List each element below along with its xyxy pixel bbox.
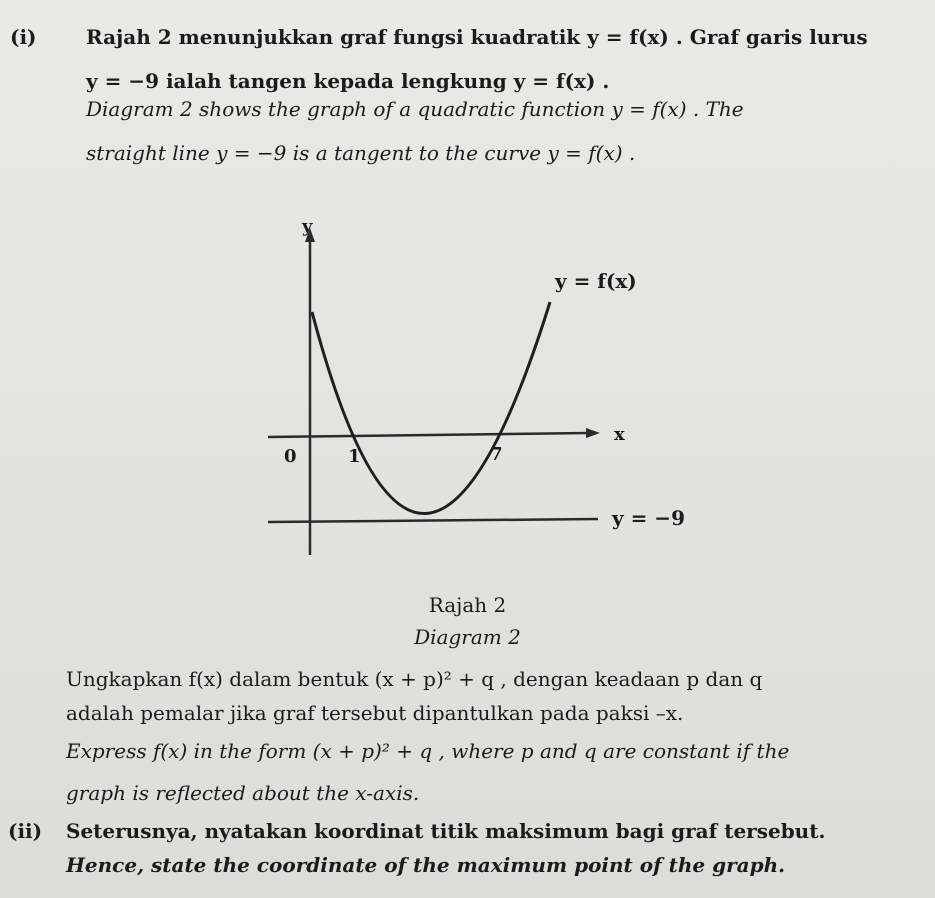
question-english-line-1: Diagram 2 shows the graph of a quadratic function y = f(x) . The [86,97,744,121]
diagram-caption-english: Diagram 2 [414,625,521,649]
tangent-line [268,519,598,522]
question-english-line-2: straight line y = −9 is a tangent to the curve y = f(x) . [86,141,636,165]
tick-1-label: 1 [348,446,361,467]
question-malay-line-1: Rajah 2 menunjukkan graf fungsi kuadratik y = f(x) . Graf garis lurus [86,25,868,49]
curve-label: y = f(x) [555,269,637,293]
graph-svg [250,210,710,570]
x-axis [268,433,588,437]
instruction-malay-line-2: adalah pemalar jika graf tersebut dipantulkan pada paksi –x. [66,701,684,725]
question-number-ii: (ii) [8,819,43,843]
parabola-curve [312,302,550,514]
question-malay-line-2: y = −9 ialah tangen kepada lengkung y = f(x) . [86,69,610,93]
diagram-caption-malay: Rajah 2 [428,593,507,617]
quadratic-graph-diagram [250,210,710,570]
y-axis-label: y [302,216,313,237]
question-number-i: (i) [10,25,37,49]
origin-label: 0 [284,446,297,467]
instruction-english-line-1: Express f(x) in the form (x + p)² + q , where p and q are constant if the [66,739,790,763]
tangent-label: y = −9 [612,506,685,530]
tick-7-label: 7 [490,444,503,465]
question-ii-english: Hence, state the coordinate of the maximum point of the graph. [66,853,786,877]
instruction-malay-line-1: Ungkapkan f(x) dalam bentuk (x + p)² + q , dengan keadaan p dan q [66,667,763,691]
x-axis-label: x [614,424,625,445]
question-ii-malay: Seterusnya, nyatakan koordinat titik maksimum bagi graf tersebut. [66,819,826,843]
instruction-english-line-2: graph is reflected about the x-axis. [66,781,420,805]
x-axis-arrow-icon [586,428,600,438]
